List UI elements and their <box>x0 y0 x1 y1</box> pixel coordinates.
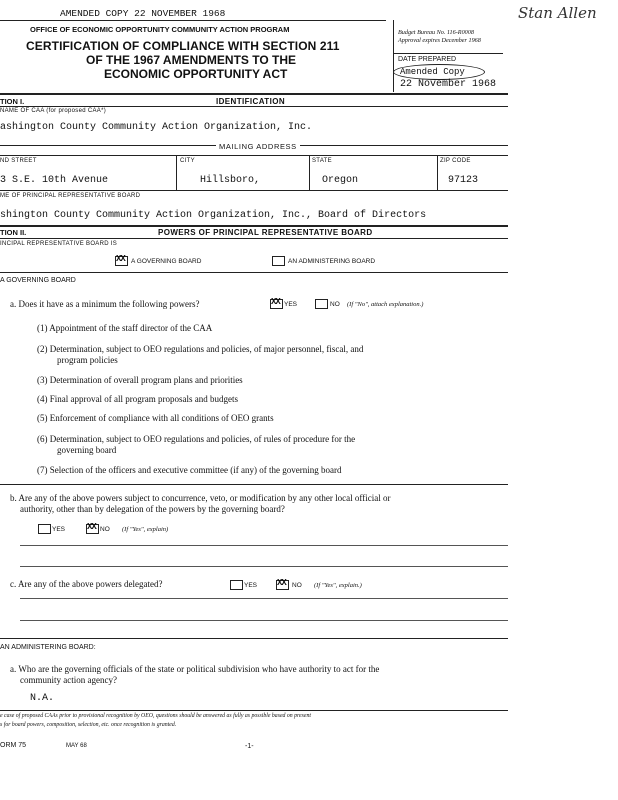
administering-board-label: AN ADMINISTERING BOARD <box>288 258 376 265</box>
caa-name-label: NAME OF CAA (for proposed CAA*) <box>0 108 106 114</box>
form-number: ORM 75 <box>0 742 27 749</box>
question-c-answer-line1 <box>20 598 508 599</box>
date-box-rule <box>393 53 503 54</box>
date-prepared-value1: Amended Copy <box>400 67 465 77</box>
question-b-note: (If "Yes", explain) <box>122 526 169 533</box>
signature: Stan Allen <box>518 4 597 22</box>
power-item-5: (5) Enforcement of compliance with all conditions of OEO grants <box>37 413 274 423</box>
question-b-yes-checkbox[interactable] <box>38 524 51 534</box>
address-labels-rule <box>0 155 508 156</box>
date-prepared-label: DATE PREPARED <box>398 56 457 63</box>
city-value: Hillsboro, <box>200 175 261 186</box>
question-a-text: a. Does it have as a minimum the following powers? <box>10 299 200 309</box>
admin-question-line2: community action agency? <box>20 675 117 685</box>
power-item-4: (4) Final approval of all program proposals and budgets <box>37 394 238 404</box>
administering-section-rule <box>0 638 508 639</box>
section2-label: TION II. <box>0 228 27 237</box>
zip-label: ZIP CODE <box>440 158 471 164</box>
question-a-no-note: (If "No", attach explanation.) <box>347 301 424 308</box>
city-label: CITY <box>180 158 195 164</box>
power-item-1: (1) Appointment of the staff director of the CAA <box>37 323 213 333</box>
question-c-yes-label: YES <box>244 582 258 589</box>
rep-board-rule <box>0 190 508 191</box>
question-b-answer-line2 <box>20 566 508 567</box>
admin-question-line1: a. Who are the governing officials of the state or political subdivision who have authority to act for the <box>10 664 380 674</box>
question-a-no-checkbox[interactable] <box>315 299 328 309</box>
question-a-no-label: NO <box>330 301 340 308</box>
governing-board-label: A GOVERNING BOARD <box>131 258 202 265</box>
power-item-2-continued: program policies <box>57 355 118 365</box>
admin-answer: N.A. <box>30 693 55 704</box>
question-c-no-label: NO <box>292 582 302 589</box>
form-title-line2: OF THE 1967 AMENDMENTS TO THE <box>86 53 297 67</box>
question-b-no-label: NO <box>100 526 110 533</box>
question-c-yes-checkbox[interactable] <box>230 580 243 590</box>
section1-heading-rule <box>0 106 508 107</box>
question-b-rule <box>0 484 508 485</box>
power-item-7: (7) Selection of the officers and executive committee (if any) of the governing board <box>37 465 342 475</box>
governing-section-rule <box>0 272 508 273</box>
section1-label: TION I. <box>0 97 25 106</box>
state-label: STATE <box>312 158 332 164</box>
approval-expires: Approval expires December 1968 <box>398 37 481 44</box>
date-prepared-value2: 22 November 1968 <box>400 79 497 90</box>
question-b-yes-label: YES <box>52 526 66 533</box>
administering-board-checkbox[interactable] <box>272 256 285 266</box>
section2-heading: POWERS OF PRINCIPAL REPRESENTATIVE BOARD <box>158 228 373 237</box>
question-b-line2: authority, other than by delegation of the powers by the governing board? <box>20 504 285 514</box>
form-title-line3: ECONOMIC OPPORTUNITY ACT <box>104 67 288 81</box>
zip-divider <box>437 155 438 190</box>
page-number: -1- <box>245 743 254 750</box>
power-item-2: (2) Determination, subject to OEO regulations and policies, of major personnel, fiscal, and <box>37 344 364 354</box>
question-c-note: (If "Yes", explain.) <box>314 582 362 589</box>
question-a-yes-label: YES <box>284 301 298 308</box>
power-item-3: (3) Determination of overall program plans and priorities <box>37 375 243 385</box>
governing-board-heading: A GOVERNING BOARD <box>0 277 76 284</box>
amended-stamp: AMENDED COPY 22 NOVEMBER 1968 <box>60 8 226 19</box>
circled-amended-copy <box>393 64 485 80</box>
state-value: Oregon <box>322 175 359 186</box>
mailing-address-label: MAILING ADDRESS <box>216 142 300 151</box>
administering-heading: AN ADMINISTERING BOARD: <box>0 644 96 651</box>
state-divider <box>309 155 310 190</box>
footnote-line2: s for board powers, composition, selection, etc. once recognition is granted. <box>0 722 177 728</box>
section2-top-rule <box>0 225 508 227</box>
budget-bureau: Budget Bureau No. 116-R0008 <box>398 29 474 36</box>
caa-name-value: ashington County Community Action Organization, Inc. <box>0 122 313 133</box>
question-c-text: c. Are any of the above powers delegated? <box>10 579 163 589</box>
question-b-answer-line1 <box>20 545 508 546</box>
zip-value: 97123 <box>448 175 479 186</box>
board-is-label: INCIPAL REPRESENTATIVE BOARD IS <box>0 241 118 247</box>
rep-board-value: shington County Community Action Organization, Inc., Board of Directors <box>0 210 427 221</box>
power-item-6: (6) Determination, subject to OEO regulations and policies, of rules of procedure for the <box>37 434 356 444</box>
question-b-no-mark: XX <box>87 522 96 532</box>
city-divider <box>176 155 177 190</box>
question-b-line1: b. Are any of the above powers subject to concurrence, veto, or modification by any other local official or <box>10 493 391 503</box>
question-c-no-mark: XX <box>277 578 286 588</box>
power-item-6-continued: governing board <box>57 445 117 455</box>
footer-rule <box>0 710 508 711</box>
header-top-rule <box>0 20 386 21</box>
form-date: MAY 68 <box>66 743 87 749</box>
section1-heading: IDENTIFICATION <box>216 97 286 106</box>
question-a-yes-mark: XX <box>271 297 280 307</box>
header-divider <box>393 20 394 92</box>
form-title-line1: CERTIFICATION OF COMPLIANCE WITH SECTION 211 <box>26 39 340 53</box>
street-value: 3 S.E. 10th Avenue <box>0 175 109 186</box>
governing-board-mark: XX <box>116 254 125 264</box>
office-line: OFFICE OF ECONOMIC OPPORTUNITY COMMUNITY ACTION PROGRAM <box>30 25 290 34</box>
street-label: ND STREET <box>0 158 37 164</box>
question-c-answer-line2 <box>20 620 508 621</box>
section1-top-rule <box>0 93 508 95</box>
section2-heading-rule <box>0 238 508 239</box>
footnote-line1: e case of proposed CAAs prior to provisional recognition by OEO, questions should be answered as fully as possible based on present <box>0 713 311 719</box>
rep-board-label: ME OF PRINCIPAL REPRESENTATIVE BOARD <box>0 193 141 199</box>
